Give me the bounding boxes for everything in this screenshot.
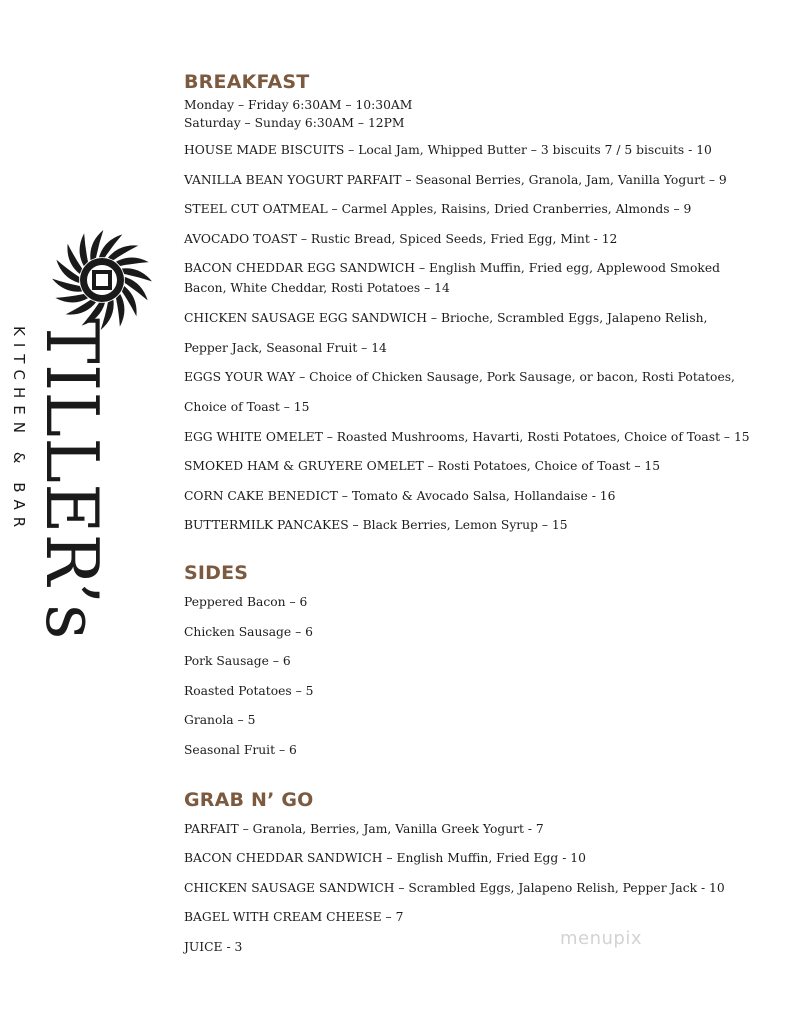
brand-logo	[0, 0, 170, 700]
menu-item: CORN CAKE BENEDICT – Tomato & Avocado Salsa, Hollandaise - 16	[184, 488, 616, 503]
sun-ray	[55, 294, 88, 302]
grab-item: JUICE - 3	[184, 939, 243, 954]
menu-item: SMOKED HAM & GRUYERE OMELET – Rosti Potatoes, Choice of Toast – 15	[184, 459, 661, 473]
sides-items	[184, 592, 744, 760]
hours-weekend: Saturday – Sunday 6:30AM – 12PM	[184, 116, 405, 130]
section-title-grab-n-go: GRAB N’ GO	[184, 788, 314, 811]
side-item: Chicken Sausage – 6	[184, 624, 313, 639]
grab-n-go-section	[184, 788, 744, 957]
side-item: Pork Sausage – 6	[184, 654, 291, 668]
menu-item: CHICKEN SAUSAGE EGG SANDWICH – Brioche, Scrambled Eggs, Jalapeno Relish,	[184, 311, 708, 325]
watermark: menupix	[560, 928, 643, 949]
brand-name: TILLER’s	[30, 318, 114, 640]
section-title-sides: SIDES	[184, 562, 249, 584]
grab-items	[184, 819, 744, 957]
sides-section	[184, 561, 744, 760]
menu-item: HOUSE MADE BISCUITS – Local Jam, Whipped Butter – 3 biscuits 7 / 5 biscuits - 10	[184, 143, 712, 157]
side-item: Peppered Bacon – 6	[184, 595, 308, 609]
menu-item: VANILLA BEAN YOGURT PARFAIT – Seasonal Berries, Granola, Jam, Vanilla Yogurt – 9	[184, 172, 727, 187]
brand-subtitle: KITCHEN & BAR	[10, 326, 28, 535]
menu-item-continued: Pepper Jack, Seasonal Fruit – 14	[184, 341, 387, 355]
menu-item: AVOCADO TOAST – Rustic Bread, Spiced Seeds, Fried Egg, Mint - 12	[184, 231, 618, 246]
menu-item: EGGS YOUR WAY – Choice of Chicken Sausage, Pork Sausage, or bacon, Rosti Potatoes,	[184, 370, 735, 384]
section-title-breakfast: BREAKFAST	[184, 71, 310, 93]
grab-item: BACON CHEDDAR SANDWICH – English Muffin, Fried Egg - 10	[184, 851, 586, 865]
sun-ray	[80, 233, 88, 266]
grab-item: CHICKEN SAUSAGE SANDWICH – Scrambled Eggs, Jalapeno Relish, Pepper Jack - 10	[184, 880, 725, 895]
sun-ray	[116, 294, 124, 327]
side-item: Granola – 5	[184, 713, 256, 727]
breakfast-section	[184, 70, 750, 535]
grab-item: BAGEL WITH CREAM CHEESE – 7	[184, 910, 404, 924]
menu-item: EGG WHITE OMELET – Roasted Mushrooms, Havarti, Rosti Potatoes, Choice of Toast – 15	[184, 429, 750, 444]
menu	[184, 70, 750, 957]
side-item: Seasonal Fruit – 6	[184, 742, 297, 757]
hours-weekday: Monday – Friday 6:30AM – 10:30AM	[184, 98, 413, 112]
menu-item: STEEL CUT OATMEAL – Carmel Apples, Raisins, Dried Cranberries, Almonds – 9	[184, 202, 692, 216]
sun-ray	[116, 258, 149, 266]
menu-item: BACON CHEDDAR EGG SANDWICH – English Muffin, Fried egg, Applewood Smoked	[184, 261, 720, 275]
grab-item: PARFAIT – Granola, Berries, Jam, Vanilla Greek Yogurt - 7	[184, 821, 544, 836]
brand-wordmark	[10, 318, 114, 657]
side-item: Roasted Potatoes – 5	[184, 683, 314, 698]
sun-icon	[50, 228, 154, 332]
breakfast-items	[184, 140, 750, 535]
menu-item: BUTTERMILK PANCAKES – Black Berries, Lemon Syrup – 15	[184, 518, 568, 532]
menu-item-continued: Choice of Toast – 15	[184, 400, 310, 414]
breakfast-hours	[184, 96, 744, 132]
menu-item-continued: Bacon, White Cheddar, Rosti Potatoes – 14	[184, 281, 450, 295]
